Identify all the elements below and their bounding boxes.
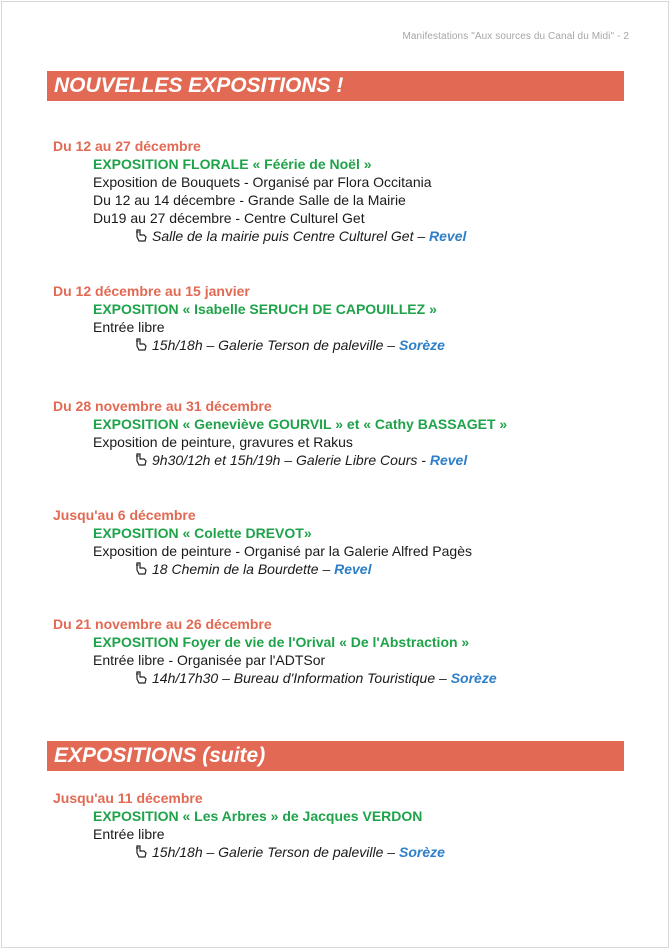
event-town: Sorèze: [398, 844, 445, 860]
event-location: [135, 451, 633, 469]
pointing-hand-icon: [135, 562, 148, 576]
event-town: Revel: [429, 452, 468, 468]
event-title: EXPOSITION FLORALE « Féérie de Noël »: [93, 156, 372, 172]
event-detail: Exposition de peinture, gravures et Rakus: [93, 434, 353, 450]
event-date: Du 12 décembre au 15 janvier: [53, 283, 250, 299]
event-detail: Entrée libre: [93, 826, 165, 842]
pointing-hand-icon: [135, 229, 148, 243]
event-detail: Du 12 au 14 décembre - Grande Salle de la Mairie: [93, 192, 406, 208]
event-location-text: 18 Chemin de la Bourdette –: [152, 561, 335, 577]
pointing-hand-icon: [135, 338, 148, 352]
section-title: NOUVELLES EXPOSITIONS !: [54, 74, 344, 97]
event-town: Sorèze: [398, 337, 445, 353]
event-4: [53, 615, 633, 687]
event-location-text: 15h/18h – Galerie Terson de paleville –: [152, 337, 399, 353]
event-location: [135, 843, 633, 861]
event-date: Du 21 novembre au 26 décembre: [53, 616, 272, 632]
event-town: Revel: [334, 561, 372, 577]
event-5: [53, 789, 633, 861]
event-detail: Entrée libre: [93, 319, 165, 335]
event-0: [53, 137, 633, 245]
event-location: [135, 336, 633, 354]
event-title: EXPOSITION « Geneviève GOURVIL » et « Cathy BASSAGET »: [93, 416, 508, 432]
event-title: EXPOSITION Foyer de vie de l'Orival « De l'Abstraction »: [93, 634, 470, 650]
event-3: [53, 506, 633, 578]
event-location: [135, 560, 633, 578]
event-2: [53, 397, 633, 469]
event-town: Sorèze: [450, 670, 497, 686]
event-detail: Entrée libre - Organisée par l'ADTSor: [93, 652, 326, 668]
section-bar-new-exhibitions: [47, 71, 624, 101]
event-location: [135, 669, 633, 687]
event-title: EXPOSITION « Les Arbres » de Jacques VERDON: [93, 808, 423, 824]
event-location: [135, 227, 633, 245]
event-date: Jusqu'au 11 décembre: [53, 790, 203, 806]
pointing-hand-icon: [135, 453, 148, 467]
event-location-text: 14h/17h30 – Bureau d'Information Touristique –: [152, 670, 451, 686]
event-1: [53, 282, 633, 354]
event-detail: Exposition de peinture - Organisé par la Galerie Alfred Pagès: [93, 543, 472, 559]
event-title: EXPOSITION « Isabelle SERUCH DE CAPOUILLEZ »: [93, 301, 437, 317]
event-location-text: 9h30/12h et 15h/19h – Galerie Libre Cours -: [152, 452, 430, 468]
event-location-text: 15h/18h – Galerie Terson de paleville –: [152, 844, 399, 860]
event-location-text: Salle de la mairie puis Centre Culturel Get –: [152, 228, 430, 244]
event-date: Jusqu'au 6 décembre: [53, 507, 196, 523]
pointing-hand-icon: [135, 671, 148, 685]
event-title: EXPOSITION « Colette DREVOT»: [93, 525, 312, 541]
event-detail: Du19 au 27 décembre - Centre Culturel Get: [93, 210, 365, 226]
section-title: EXPOSITIONS (suite): [54, 744, 266, 767]
event-date: Du 28 novembre au 31 décembre: [53, 398, 272, 414]
section-bar-exhibitions-continued: [47, 741, 624, 771]
event-date: Du 12 au 27 décembre: [53, 138, 201, 154]
page-header: Manifestations "Aux sources du Canal du Midi" - 2: [402, 31, 629, 42]
pointing-hand-icon: [135, 845, 148, 859]
event-detail: Exposition de Bouquets - Organisé par Flora Occitania: [93, 174, 432, 190]
event-town: Revel: [429, 228, 467, 244]
